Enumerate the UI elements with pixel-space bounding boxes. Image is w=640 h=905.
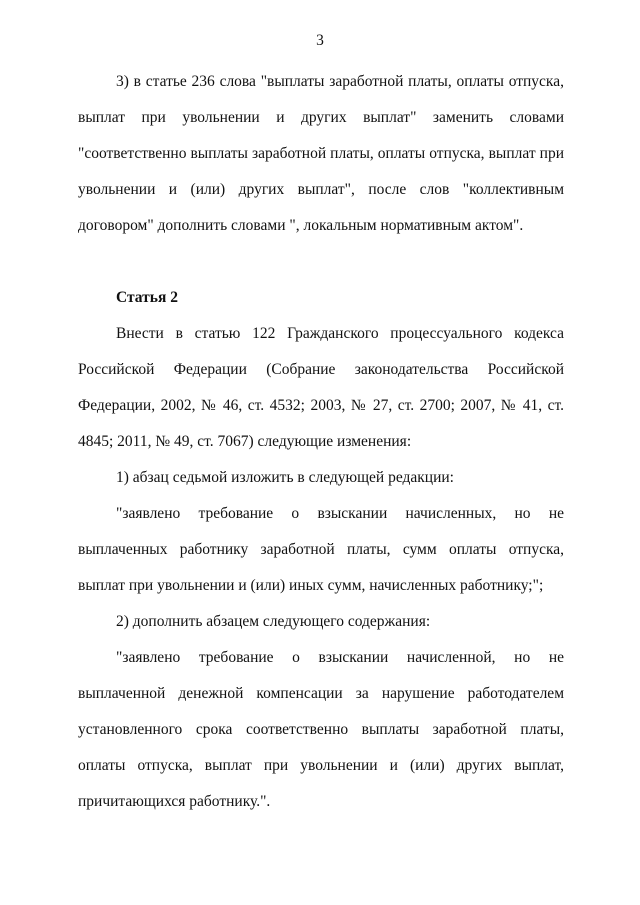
paragraph-item-1: 1) абзац седьмой изложить в следующей редакции: — [116, 469, 454, 486]
page-number: 3 — [316, 32, 324, 49]
document-body — [78, 64, 564, 820]
paragraph-item-1-text: "заявлено требование о взыскании начисленных, но не выплаченных работнику заработной платы, сумм оплаты отпуска, выплат при увольнении и (или) иных сумм, начисленных работнику;"; — [78, 505, 564, 594]
article-2-heading: Статья 2 — [116, 289, 178, 306]
paragraph-item-2-text: "заявлено требование о взыскании начисленной, но не выплаченной денежной компенсации за нарушение работодателем установленного срока соответственно выплаты заработной платы, оплаты отпуска, выплат при увольнении и (или) других выплат, причитающихся работнику.". — [78, 649, 564, 810]
paragraph-article-236-amendment: 3) в статье 236 слова "выплаты заработной платы, оплаты отпуска, выплат при увольнении и других выплат" заменить словами "соответственно выплаты заработной платы, оплаты отпуска, выплат при увольнении и (или) других выплат", после слов "коллективным договором" дополнить словами ", локальным нормативным актом". — [78, 73, 564, 234]
paragraph-article-2-intro: Внести в статью 122 Гражданского процессуального кодекса Российской Федерации (Собрание законодательства Российской Федерации, 2002, № 46, ст. 4532; 2003, № 27, ст. 2700; 2007, № 41, ст. 4845; 2011, № 49, ст. 7067) следующие изменения: — [78, 325, 564, 450]
paragraph-item-2: 2) дополнить абзацем следующего содержания: — [116, 613, 431, 630]
